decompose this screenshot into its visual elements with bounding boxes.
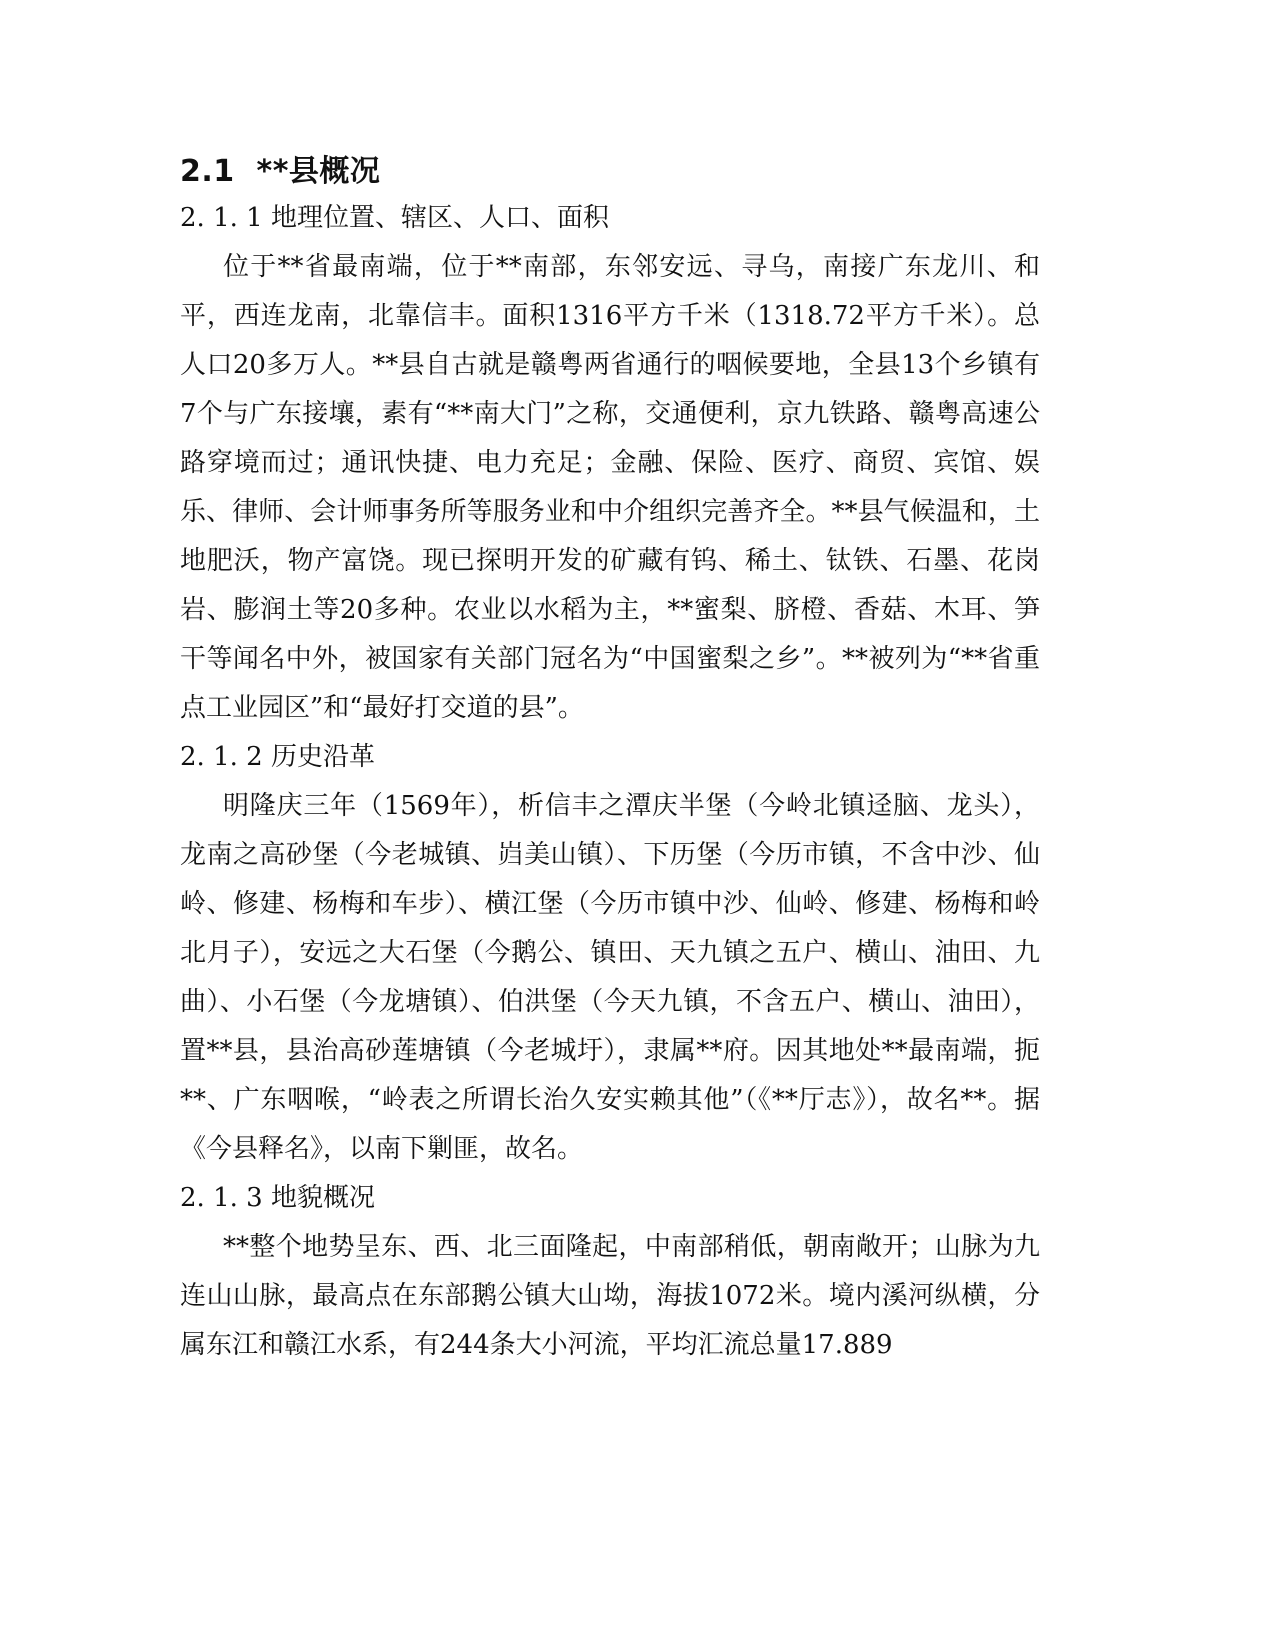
subsection-heading-history: 2. 1. 2 历史沿革 [180,742,375,772]
subsection-heading-geography: 2. 1. 1 地理位置、辖区、人口、面积 [180,203,609,233]
paragraph-landform: **整个地势呈东、西、北三面隆起，中南部稍低，朝南敞开；山脉为九连山山脉，最高点在东部鹅公镇大山坳，海拔1072米。境内溪河纵横，分属东江和赣江水系，有244条大小河流，平均汇流总量17.889 [180,1232,1040,1360]
paragraph-history: 明隆庆三年（1569年），析信丰之潭庆半堡（今岭北镇迳脑、龙头），龙南之高砂堡（今老城镇、岿美山镇）、下历堡（今历市镇，不含中沙、仙岭、修建、杨梅和车步）、横江堡（今历市镇中沙、仙岭、修建、杨梅和岭北月子），安远之大石堡（今鹅公、镇田、天九镇之五户、横山、油田、九曲）、小石堡（今龙塘镇）、伯洪堡（今天九镇，不含五户、横山、油田），置**县，县治高砂莲塘镇（今老城圩），隶属**府。因其地处**最南端，扼**、广东咽喉，“岭表之所谓长治久安实赖其他”（《**厅志》），故名**。据《今县释名》，以南下剿匪，故名。 [180,791,1040,1164]
subsection-heading-landform: 2. 1. 3 地貌概况 [180,1183,375,1213]
section-number: 2.1 [180,154,235,189]
document-page [180,150,1040,1370]
section-heading [180,150,1040,194]
section-title: **县概况 [256,154,381,189]
paragraph-geography: 位于**省最南端，位于**南部，东邻安远、寻乌，南接广东龙川、和平，西连龙南，北靠信丰。面积1316平方千米（1318.72平方千米）。总人口20多万人。**县自古就是赣粤两省通行的咽候要地，全县13个乡镇有7个与广东接壤，素有“**南大门”之称，交通便利，京九铁路、赣粤高速公路穿境而过；通讯快捷、电力充足；金融、保险、医疗、商贸、宾馆、娱乐、律师、会计师事务所等服务业和中介组织完善齐全。**县气候温和，土地肥沃，物产富饶。现已探明开发的矿藏有钨、稀土、钛铁、石墨、花岗岩、膨润土等20多种。农业以水稻为主，**蜜梨、脐橙、香菇、木耳、笋干等闻名中外，被国家有关部门冠名为“中国蜜梨之乡”。**被列为“**省重点工业园区”和“最好打交道的县”。 [180,252,1040,723]
